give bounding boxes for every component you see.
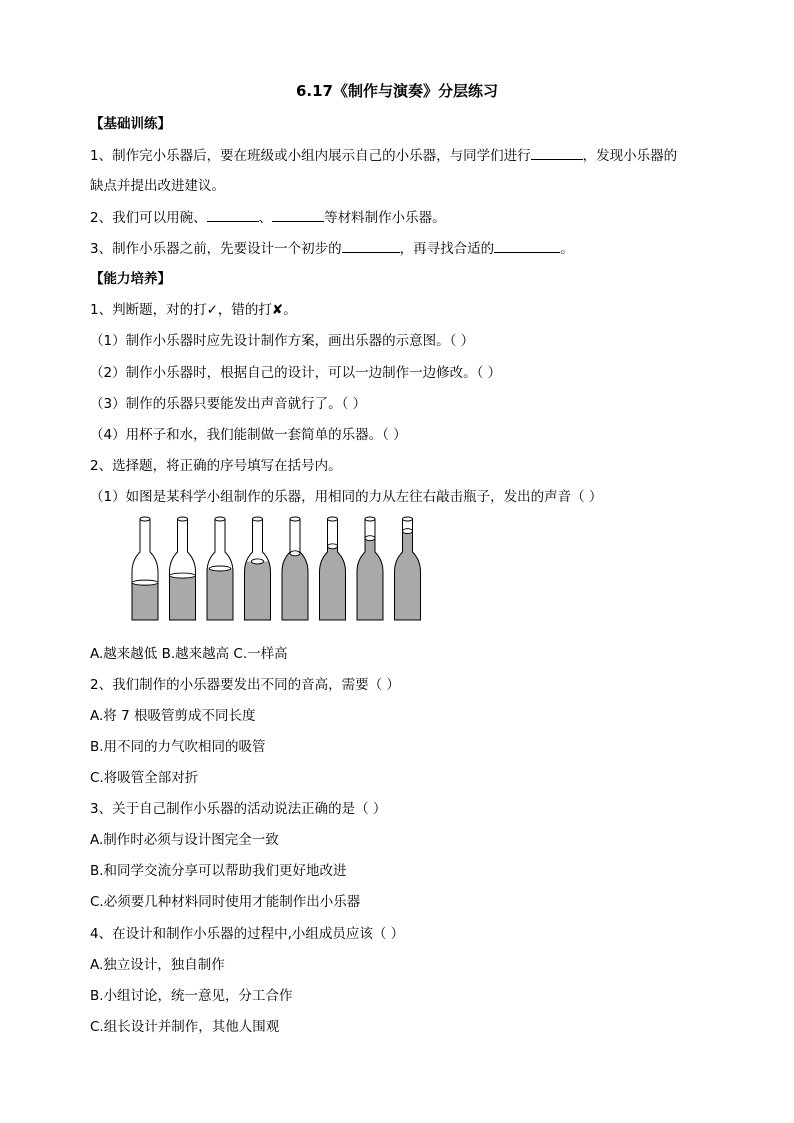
choice-q1: （1）如图是某科学小组制作的乐器，用相同的力从左往右敲击瓶子，发出的声音（ ） [90,489,603,505]
choice-q2-option-a: A.将 7 根吸管剪成不同长度 [90,708,256,724]
basic-heading: 【基础训练】 [90,116,171,132]
judge-item-4: （4）用杯子和水，我们能制做一套简单的乐器。（ ） [90,427,407,443]
bottle-water-1 [131,583,159,620]
bottle-water-surface-3 [209,566,230,571]
bottle-mouth-4 [253,517,263,521]
bottle-mouth-7 [365,517,375,521]
bottle-water-4 [244,561,272,620]
choice-q3: 3、关于自己制作小乐器的活动说法正确的是（ ） [90,801,387,817]
judge-title-mid: ，错的打 [217,302,272,318]
bottle-water-6 [319,546,347,620]
judge-item-2: （2）制作小乐器时，根据自己的设计，可以一边制作一边修改。（ ） [90,365,502,381]
basic-q3 [90,237,574,260]
choice-q2: 2、我们制作的小乐器要发出不同的音高，需要（ ） [90,677,400,693]
basic-q3-blank-2[interactable] [494,237,560,253]
judge-title-end: 。 [283,302,297,318]
basic-q2-blank-2[interactable] [272,206,324,222]
bottle-water-2 [169,576,197,620]
basic-q2-text-b: 、 [258,210,273,226]
choice-q3-option-c: C.必须要几种材料同时使用才能制作出小乐器 [90,894,361,910]
bottle-water-7 [356,538,384,620]
basic-q3-blank-1[interactable] [342,237,400,253]
check-mark-icon: ✓ [206,302,218,318]
choice-q1-options: A.越来越低 B.越来越高 C.一样高 [90,646,288,662]
bottle-water-surface-8 [403,529,413,534]
basic-q1-text-b: ，发现小乐器的 [582,148,678,164]
judge-title-text: 1、判断题，对的打 [90,302,207,318]
page-title: 6.17《制作与演奏》分层练习 [295,82,498,100]
bottle-mouth-2 [178,517,188,521]
bottle-water-surface-1 [132,580,158,585]
bottle-water-surface-2 [170,573,196,578]
choice-title: 2、选择题，将正确的序号填写在括号内。 [90,458,342,474]
cross-mark-icon: ✘ [271,302,284,318]
choice-q4: 4、在设计和制作小乐器的过程中,小组成员应该（ ） [90,926,405,942]
basic-q1-text-a: 1、制作完小乐器后，要在班级或小组内展示自己的小乐器，与同学们进行 [90,148,531,164]
basic-q1-line2: 缺点并提出改进建议。 [90,178,225,194]
bottle-mouth-8 [403,517,413,521]
bottles-figure [128,514,428,626]
bottle-mouth-1 [140,517,150,521]
bottle-mouth-5 [290,517,300,521]
bottle-mouth-6 [328,517,338,521]
bottle-water-8 [394,531,422,620]
basic-q3-text-a: 3、制作小乐器之前，先要设计一个初步的 [90,241,342,257]
judge-item-1: （1）制作小乐器时应先设计制作方案，画出乐器的示意图。（ ） [90,333,475,349]
basic-q1-line1 [90,144,677,167]
choice-q4-option-c: C.组长设计并制作，其他人围观 [90,1019,280,1035]
choice-q2-option-b: B.用不同的力气吹相同的吸管 [90,739,266,755]
bottle-water-3 [206,568,234,620]
choice-q4-option-b: B.小组讨论，统一意见，分工合作 [90,988,293,1004]
bottle-water-5 [281,553,309,620]
choice-q2-option-c: C.将吸管全部对折 [90,770,199,786]
judge-item-3: （3）制作的乐器只要能发出声音就行了。（ ） [90,396,367,412]
judge-title [90,299,297,321]
basic-q3-text-c: 。 [560,241,574,257]
choice-q3-option-b: B.和同学交流分享可以帮助我们更好地改进 [90,863,347,879]
basic-q1-blank[interactable] [531,144,583,160]
basic-q2-text-a: 2、我们可以用碗、 [90,210,207,226]
choice-q4-option-a: A.独立设计，独自制作 [90,957,225,973]
choice-q3-option-a: A.制作时必须与设计图完全一致 [90,832,279,848]
bottle-water-surface-5 [290,551,300,556]
basic-q2-blank-1[interactable] [207,206,259,222]
bottle-water-surface-4 [251,559,263,564]
ability-heading: 【能力培养】 [90,271,171,287]
bottle-water-surface-7 [365,536,375,541]
basic-q2-text-c: 等材料制作小乐器。 [324,210,446,226]
bottle-water-surface-6 [328,544,338,549]
basic-q3-text-b: ，再寻找合适的 [399,241,495,257]
bottle-mouth-3 [215,517,225,521]
basic-q2 [90,206,446,229]
